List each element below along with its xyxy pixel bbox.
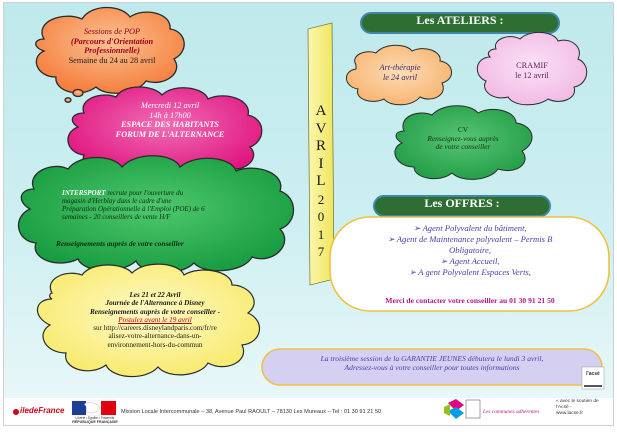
- cv-block: [408, 126, 518, 152]
- offre-item-1: ➢ Agent de Maintenance polyvalent – Permis B: [387, 234, 553, 244]
- intersport-block: [62, 189, 238, 221]
- disney-deadline[interactable]: Postulez avant le 19 avril: [118, 315, 192, 324]
- acse-support-2: l'Acsé -: [556, 405, 572, 411]
- flyer-page: [3, 2, 614, 426]
- disney-dates: Les 21 et 22 Avril: [129, 291, 181, 299]
- month-letter: 0: [317, 209, 325, 224]
- offre-item-2: Obligatoire,: [449, 245, 491, 255]
- offres-heading: Les OFFRES :: [424, 196, 500, 210]
- offre-item-0: ➢ Agent Polyvalent du bâtiment,: [413, 223, 527, 233]
- cv-title: CV: [457, 125, 469, 134]
- intersport-text-1: recrute pour l'ouverture du: [107, 189, 184, 197]
- offre-item-3: ➢ Agent Accueil,: [440, 256, 500, 266]
- ateliers-heading: Les ATELIERS :: [416, 13, 504, 27]
- month-letter: 2: [317, 191, 325, 207]
- cv-line-2: de votre conseiller: [435, 142, 491, 152]
- communes-label: Les communes adhérentes: [483, 409, 540, 415]
- mercredi-date: Mercredi 12 avril: [140, 101, 200, 110]
- intersport-brand: INTERSPORT: [62, 189, 106, 197]
- iledefrance-label: iledeFrance: [20, 406, 65, 415]
- month-letter: 7: [317, 244, 325, 259]
- footer-address: Mission Locale Intercommunale – 38, Avenue Paul RAOULT – 78130 Les Mureaux – Tel : 01 30 91 21 50: [121, 409, 382, 415]
- garantie-block: [266, 355, 598, 372]
- month-banner: [309, 103, 333, 273]
- intersport-contact: Renseignements auprès de votre conseiller: [56, 239, 184, 248]
- garantie-line-1: La troisième session de la GARANTIE JEUNES débutera le lundi 3 avril,: [320, 354, 544, 363]
- sessions-pop-subtitle-2: Professionnelle): [84, 46, 140, 56]
- iledefrance-logo: [13, 409, 19, 415]
- art-therapie-date: le 24 avril: [382, 72, 418, 82]
- intersport-text-4: semaines - 20 conseillers de vente H/F: [62, 213, 171, 222]
- disney-block: [62, 291, 248, 349]
- month-letter: V: [315, 120, 327, 137]
- disney-url-3[interactable]: environnement-hors-du-commun: [107, 340, 203, 349]
- month-letter: R: [315, 138, 326, 154]
- sessions-pop-dates: Semaine du 24 au 28 avril: [68, 55, 156, 65]
- art-therapie-block: [360, 63, 440, 82]
- mercredi-place-1: ESPACE DES HABITANTS: [120, 120, 220, 130]
- offres-contact: Merci de contacter votre conseiller au 01 30 91 21 50: [385, 296, 555, 305]
- month-letter: L: [316, 173, 326, 189]
- mercredi-time: 14h à 17h00: [149, 110, 191, 120]
- mercredi-block: [88, 101, 252, 139]
- sessions-pop-subtitle-1: (Parcours d'Orientation: [70, 36, 154, 46]
- acse-support-3[interactable]: www.lacse.fr: [556, 411, 583, 417]
- sessions-pop-block: [52, 27, 172, 65]
- garantie-line-2: Adressez-vous à votre conseiller pour toutes informations: [344, 362, 520, 372]
- acse-support: [556, 399, 612, 418]
- month-letter: A: [315, 103, 327, 119]
- month-letter: 1: [317, 226, 325, 242]
- republique-label: RÉPUBLIQUE FRANÇAISE: [72, 420, 118, 424]
- disney-url-2[interactable]: alisez-votre-alternance-dans-un-: [108, 332, 202, 341]
- acse-support-1: « avec le soutien de: [556, 399, 599, 404]
- cramif-title: CRAMIF: [516, 61, 548, 70]
- sessions-pop-title: Sessions de POP: [83, 27, 141, 36]
- republique-francaise-logo: [72, 401, 116, 415]
- intersport-text-2: magasin d'Herblay dans le cadre d'une: [62, 197, 172, 206]
- offre-item-4: ➢ A gent Polyvalent Espaces Verts,: [409, 267, 531, 277]
- cv-line-1: Renseignez-vous auprès: [427, 133, 499, 143]
- art-therapie-title: Art-thérapie: [379, 63, 421, 72]
- mercredi-place-2: FORUM DE L'ALTERNANCE: [115, 129, 225, 139]
- cramif-block: [490, 61, 574, 80]
- acse-logo-label: l'acsé: [586, 371, 600, 377]
- cramif-date: le 12 avril: [515, 70, 549, 80]
- offres-list: [340, 223, 600, 278]
- month-letter: I: [318, 155, 324, 172]
- intersport-text-3: Préparation Opérationnelle à l'Emploi (POE) de 6: [62, 205, 205, 214]
- republique-motto: Liberté • Égalité • Fraternité: [75, 416, 115, 420]
- disney-url-1[interactable]: sur http://careers.disneylandparis.com/fr/re: [93, 324, 217, 333]
- disney-info: Renseignements auprès de votre conseiller -: [90, 307, 220, 316]
- disney-title: Journée de l'Alternance à Disney: [105, 299, 205, 308]
